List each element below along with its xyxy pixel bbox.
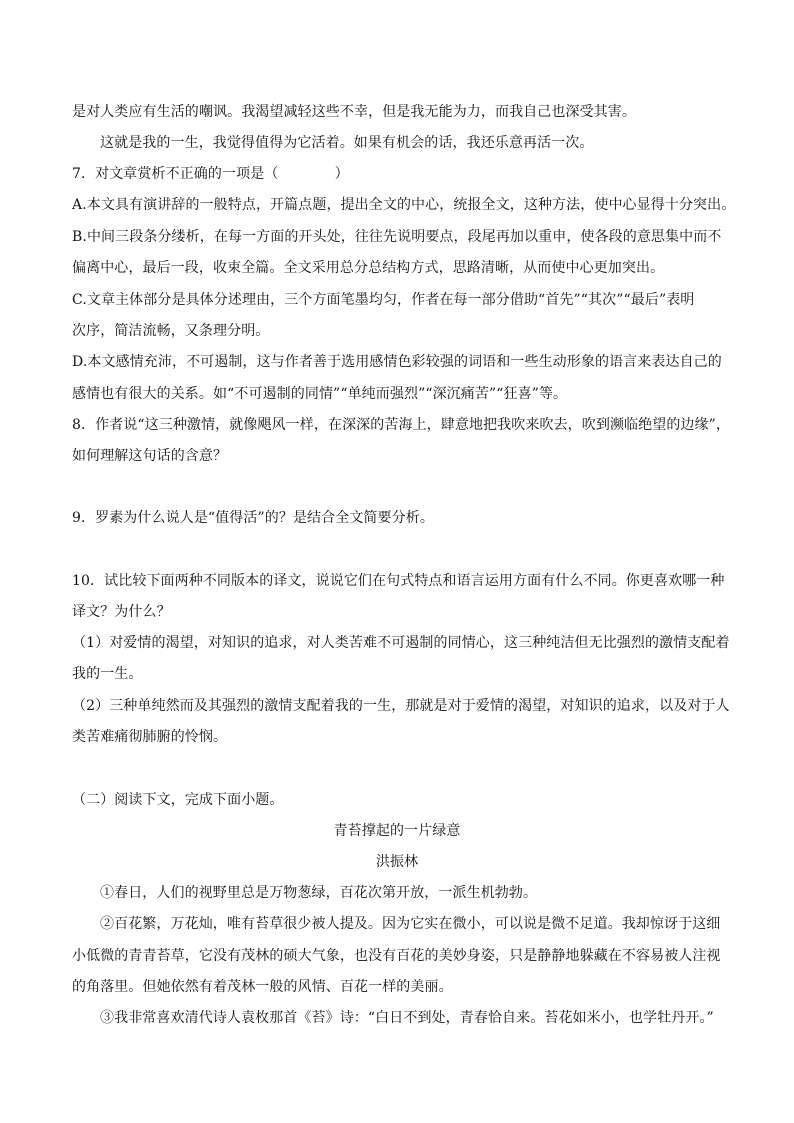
paragraph-2-line-2: 小低微的青青苔草，它没有茂林的硕大气象，也没有百花的美妙身姿，只是静静地躲藏在不容易被人注视 <box>72 948 721 964</box>
option-c-line-2: 次序，简洁流畅，又条理分明。 <box>72 323 270 339</box>
translation-2-line-2: 类苦难痛彻肺腑的怜悯。 <box>72 729 228 745</box>
article-author: 洪振林 <box>375 854 419 870</box>
option-b-line-2: 偏离中心，最后一段，收束全篇。全文采用总分总结构方式，思路清晰，从而使中心更加突出。 <box>72 260 665 276</box>
question-9: 9．罗素为什么说人是“值得活”的？是结合全文简要分析。 <box>72 510 434 526</box>
question-8-line-2: 如何理解这句话的含意？ <box>72 448 228 464</box>
text-line-2: 这就是我的一生，我觉得值得为它活着。如果有机会的话，我还乐意再活一次。 <box>100 135 594 151</box>
question-7: 7．对文章赏析不正确的一项是（ ） <box>72 166 349 182</box>
paragraph-1: ①春日，人们的视野里总是万物葱绿，百花次第开放，一派生机勃勃。 <box>100 885 538 901</box>
option-d-line-1: D.本文感情充沛，不可遏制，这与作者善于选用感情色彩较强的词语和一些生动形象的语言来表达自己的 <box>72 354 722 370</box>
translation-2-line-1: （2）三种单纯然而及其强烈的激情支配着我的一生，那就是对于爱情的渴望，对知识的追求，以及对于人 <box>72 698 730 714</box>
translation-1-line-1: （1）对爱情的渴望，对知识的追求，对人类苦难不可遏制的同情心，这三种纯洁但无比强烈的激情支配着 <box>72 635 730 651</box>
paragraph-2-line-1: ②百花繁，万花灿，唯有苔草很少被人提及。因为它实在微小，可以说是微不足道。我却惊讶于这细 <box>100 916 721 932</box>
text-line-1: 是对人类应有生活的嘲讽。我渴望减轻这些不幸，但是我无能为力，而我自己也深受其害。 <box>72 104 636 120</box>
question-10-line-2: 译文？为什么？ <box>72 604 171 620</box>
paragraph-2-line-3: 的角落里。但她依然有着茂林一般的风情、百花一样的美丽。 <box>72 979 453 995</box>
article-title: 青苔撑起的一片绿意 <box>333 823 461 839</box>
option-b-line-1: B.中间三段条分缕析，在每一方面的开头处，往往先说明要点，段尾再加以重申，使各段的意思集中而不 <box>72 229 722 245</box>
translation-1-line-2: 我的一生。 <box>72 666 143 682</box>
question-10-line-1: 10．试比较下面两种不同版本的译文，说说它们在句式特点和语言运用方面有什么不同。你更喜欢哪一种 <box>72 573 725 589</box>
option-a: A.本文具有演讲辞的一般特点，开篇点题，提出全文的中心，统报全文，这种方法，使中心显得十分突出。 <box>72 197 736 213</box>
option-c-line-1: C.文章主体部分是具体分述理由，三个方面笔墨均匀，作者在每一部分借助“首先”“其次”“最后”表明 <box>72 292 695 308</box>
paragraph-3: ③我非常喜欢清代诗人袁枚那首《苔》诗：“白日不到处，青春恰自来。苔花如米小，也学牡丹开。” <box>100 1010 714 1026</box>
section-two-heading: （二）阅读下文，完成下面小题。 <box>72 792 284 808</box>
question-8-line-1: 8．作者说“这三种激情，就像飓风一样，在深深的苦海上，肆意地把我吹来吹去，吹到濒临绝望的边缘”， <box>72 417 731 433</box>
option-d-line-2: 感情也有很大的关系。如“不可遏制的同情”“单纯而强烈”“深沉痛苦”“狂喜”等。 <box>72 386 568 402</box>
